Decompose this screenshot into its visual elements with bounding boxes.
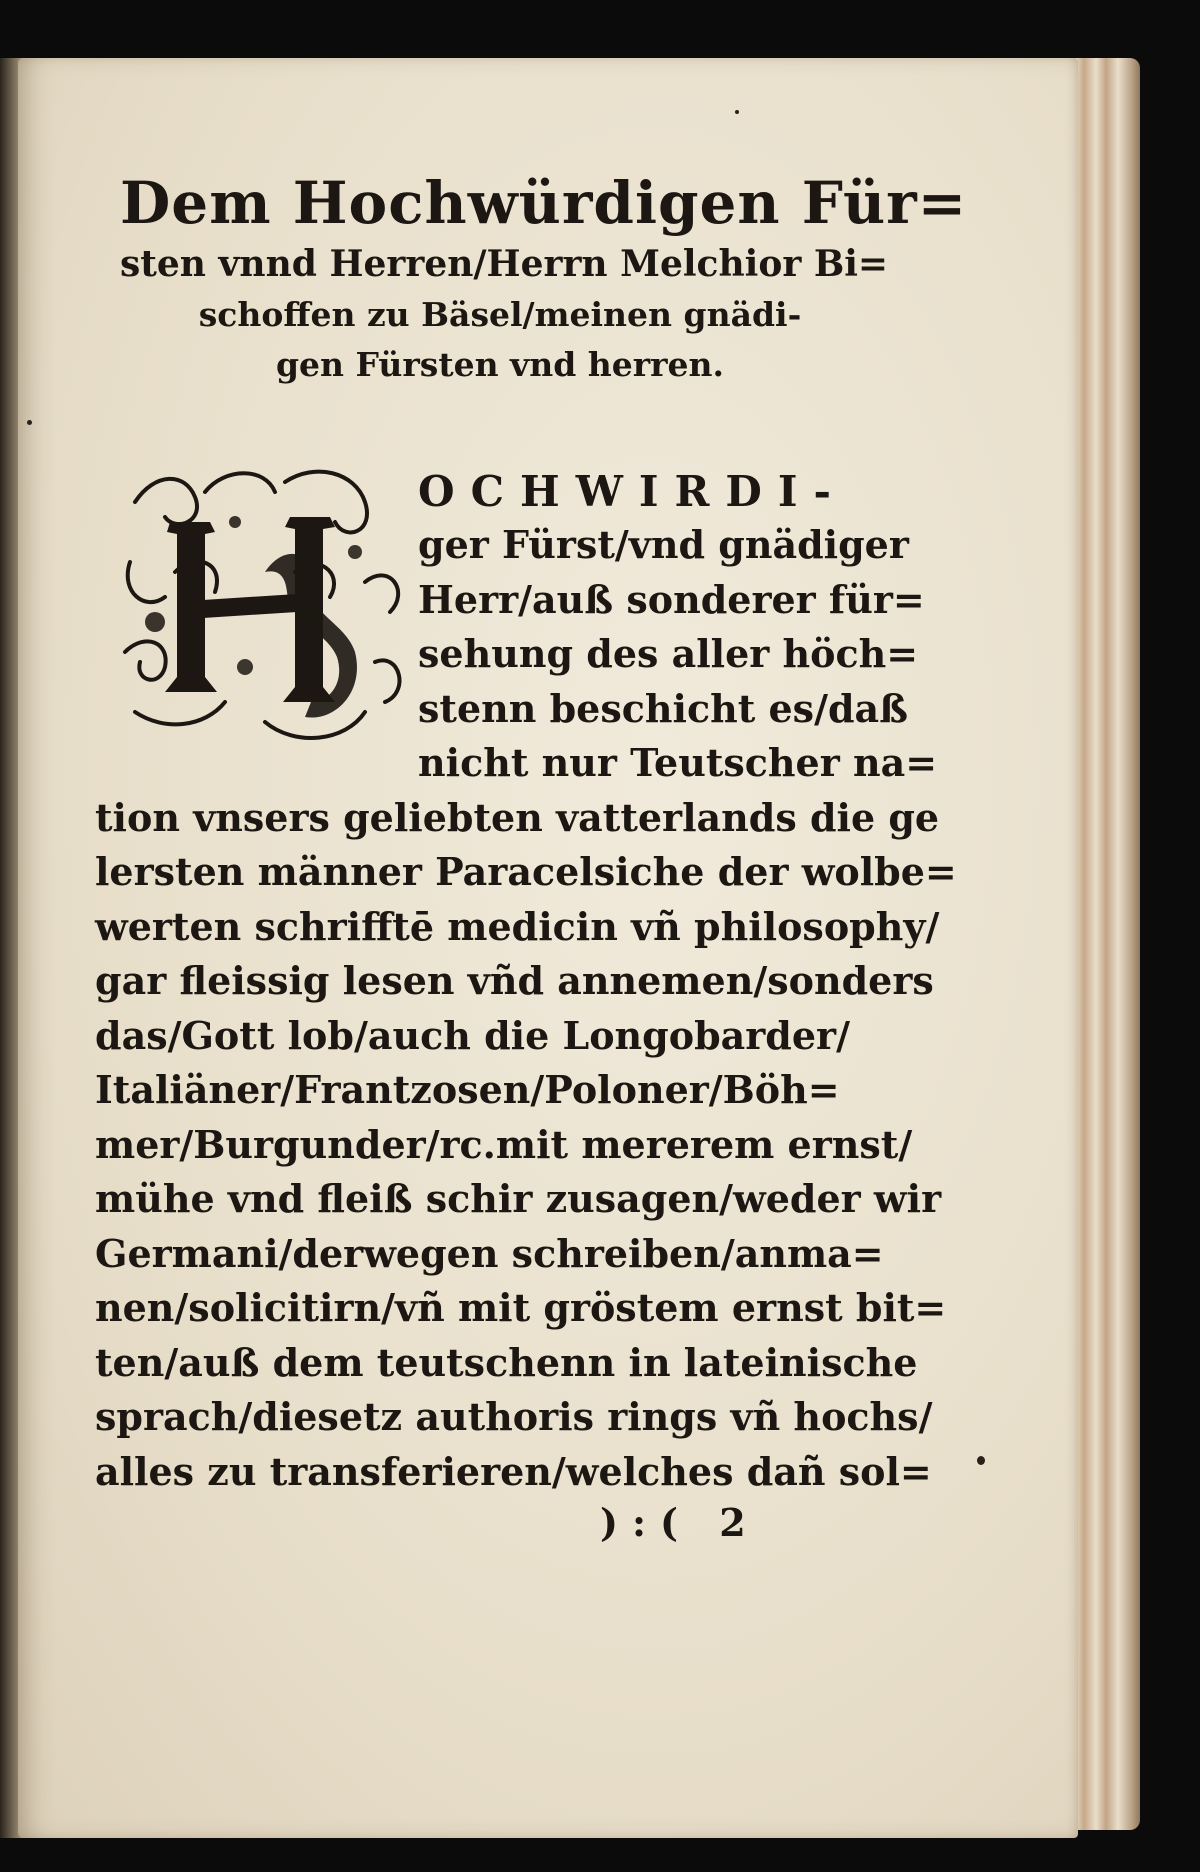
text-line: gar fleissig lesen vñd annemen/sonders <box>95 958 934 1003</box>
dedication-heading <box>120 168 968 390</box>
text-line: sprach/diesetz authoris rings vñ hochs/ <box>95 1394 933 1439</box>
text-line: stenn beschicht es/daß <box>418 685 909 731</box>
text-line: nen/solicitirn/vñ mit gröstem ernst bit= <box>95 1285 947 1330</box>
text-line: werten schrifftē medicin vñ philosophy/ <box>95 903 940 949</box>
ink-speck <box>977 1456 985 1465</box>
ink-speck <box>735 110 739 114</box>
heading-line-3: schoffen zu Bäsel/meinen gnädi- <box>198 295 802 334</box>
text-line: ten/auß dem teutschenn in lateinische <box>95 1339 918 1385</box>
text-line: alles zu transferieren/welches dañ sol= <box>95 1448 932 1494</box>
heading-line-4: gen Fürsten vnd herren. <box>275 345 725 384</box>
text-line: das/Gott lob/auch die Longobarder/ <box>95 1012 850 1058</box>
heading-line-1: Dem Hochwürdigen Für= <box>120 169 968 237</box>
text-line: ger Fürst/vnd gnädiger <box>418 522 909 567</box>
heading-line-2: sten vnnd Herren/Herrn Melchior Bi= <box>120 243 889 285</box>
text-line: mühe vnd fleiß schir zusagen/weder wir <box>95 1176 942 1221</box>
text-line: mer/Burgunder/rc.mit mererem ernst/ <box>95 1121 913 1167</box>
text-line: Herr/auß sonderer für= <box>418 576 925 622</box>
signature-mark: ):( 2 <box>600 1500 760 1545</box>
text-line: tion vnsers geliebten vatterlands die ge <box>95 794 940 840</box>
text-line: sehung des aller höch= <box>418 631 919 676</box>
text-line: nicht nur Teutscher na= <box>418 740 938 785</box>
ink-speck <box>27 420 32 425</box>
body-text <box>95 518 957 1499</box>
text-line: lersten männer Paracelsiche der wolbe= <box>95 849 957 894</box>
text-line: Germani/derwegen schreiben/anma= <box>95 1230 884 1276</box>
text-line: Italiäner/Frantzosen/Poloner/Böh= <box>95 1067 840 1112</box>
opening-capitals: OCHWIRDI- <box>418 467 847 516</box>
